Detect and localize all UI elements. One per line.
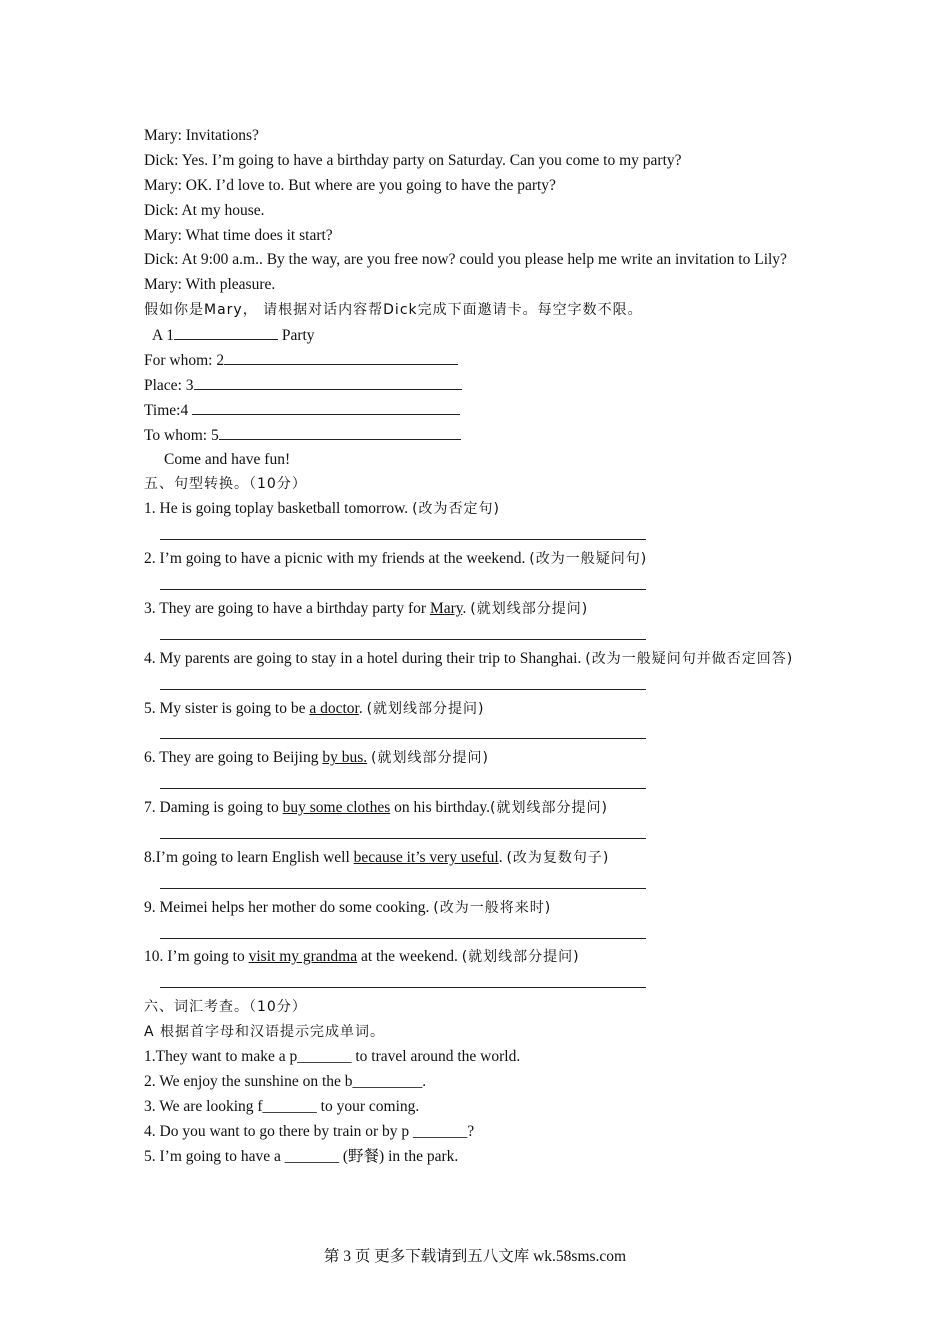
worksheet-page: [144, 124, 814, 1169]
item-underlined: buy some clothes: [282, 799, 391, 817]
answer-line[interactable]: [144, 871, 814, 896]
item-text: 9. Meimei helps her mother do some cooking.: [144, 898, 434, 916]
card-blank-5[interactable]: [219, 423, 461, 440]
item-instruction: (就划线部分提问): [461, 949, 580, 966]
exercise-item: [144, 945, 814, 970]
item-underlined: a doctor: [309, 699, 359, 717]
section6-subheading: A 根据首字母和汉语提示完成单词。: [144, 1024, 386, 1041]
card-label: To whom: 5: [144, 426, 219, 444]
answer-line[interactable]: [144, 771, 814, 796]
card-time: [144, 398, 814, 423]
item-underlined: by bus.: [322, 749, 368, 767]
item-text-after: .: [358, 699, 367, 717]
item-instruction: (就划线部分提问): [371, 750, 489, 767]
item-instruction: (就划线部分提问): [470, 600, 589, 617]
dialogue-line: Dick: Yes. I’m going to have a birthday party on Saturday. Can you come to my party?: [144, 151, 682, 169]
item-text: 5. My sister is going to be: [144, 699, 310, 717]
item-underlined: because it’s very useful: [353, 848, 499, 866]
section5-heading: 五、句型转换。（10分）: [144, 476, 307, 493]
dialogue-line: Mary: OK. I’d love to. But where are you going to have the party?: [144, 176, 556, 194]
exercise-item: [144, 547, 814, 572]
dialogue-line: Mary: Invitations?: [144, 127, 259, 144]
answer-line[interactable]: [144, 821, 814, 846]
vocab-item: 5. I’m going to have a _______ (野餐) in the park.: [144, 1147, 459, 1165]
section5-items: [144, 497, 814, 995]
item-instruction: (就划线部分提问): [366, 700, 485, 717]
answer-line[interactable]: [144, 572, 814, 597]
card-to-whom: [144, 423, 814, 448]
dialogue-line: Dick: At my house.: [144, 201, 265, 219]
card-blank-1[interactable]: [174, 323, 278, 340]
card-place: [144, 373, 814, 398]
item-text: 10. I’m going to: [144, 948, 249, 966]
item-text: 7. Daming is going to: [144, 799, 283, 817]
vocab-item: 3. We are looking f_______ to your coming.: [144, 1097, 420, 1115]
card-title-suffix: Party: [277, 327, 315, 345]
answer-line[interactable]: [144, 522, 814, 547]
invitation-instruction: 假如你是Mary， 请根据对话内容帮Dick完成下面邀请卡。每空字数不限。: [144, 302, 643, 319]
card-label: Time:4: [144, 401, 193, 419]
answer-line[interactable]: [144, 721, 814, 746]
item-text: 1. He is going toplay basketball tomorrow.: [144, 500, 413, 518]
item-instruction: (就划线部分提问): [490, 800, 608, 817]
exercise-item: [144, 697, 814, 722]
item-underlined: Mary: [429, 599, 463, 617]
item-text-after: on his birthday.: [390, 799, 491, 817]
card-label: Place: 3: [144, 376, 194, 394]
item-text: 3. They are going to have a birthday party for: [144, 599, 430, 617]
item-instruction: (改为一般疑问句并做否定回答): [585, 650, 794, 667]
exercise-item: [144, 647, 814, 672]
dialogue: [144, 124, 814, 298]
exercise-item: [144, 746, 814, 771]
answer-line[interactable]: [144, 970, 814, 995]
item-underlined: visit my grandma: [248, 948, 358, 966]
item-text-after: at the weekend.: [357, 948, 462, 966]
card-blank-3[interactable]: [194, 373, 462, 390]
section6-items: [144, 1045, 814, 1169]
card-blank-2[interactable]: [224, 348, 458, 365]
answer-line[interactable]: [144, 622, 814, 647]
exercise-item: [144, 846, 814, 871]
dialogue-line: Dick: At 9:00 a.m.. By the way, are you free now? could you please help me write an invitation to Lily?: [144, 251, 787, 269]
exercise-item: [144, 597, 814, 622]
item-text: 8.I’m going to learn English well: [144, 848, 354, 866]
answer-line[interactable]: [144, 921, 814, 946]
item-text-after: .: [498, 848, 507, 866]
exercise-item: [144, 796, 814, 821]
section6-heading: 六、词汇考查。（10分）: [144, 999, 307, 1016]
item-text: 2. I’m going to have a picnic with my friends at the weekend.: [144, 550, 530, 568]
invitation-card: [144, 323, 814, 472]
card-title-prefix: A 1: [152, 327, 174, 345]
item-instruction: (改为复数句子): [506, 849, 610, 866]
item-text-after: .: [462, 599, 471, 617]
item-instruction: (改为一般将来时): [433, 899, 552, 916]
item-instruction: (改为一般疑问句): [529, 551, 648, 568]
item-text: 6. They are going to Beijing: [144, 749, 323, 767]
card-title: [144, 323, 814, 348]
exercise-item: [144, 896, 814, 921]
dialogue-line: Mary: With pleasure.: [144, 276, 276, 294]
dialogue-line: Mary: What time does it start?: [144, 226, 333, 244]
card-blank-4[interactable]: [192, 398, 460, 415]
item-instruction: (改为否定句): [412, 501, 500, 518]
item-text: 4. My parents are going to stay in a hotel during their trip to Shanghai.: [144, 649, 586, 667]
card-label: For whom: 2: [144, 352, 225, 370]
vocab-item: 1.They want to make a p_______ to travel around the world.: [144, 1047, 521, 1065]
card-for-whom: [144, 348, 814, 373]
exercise-item: [144, 497, 814, 522]
vocab-item: 2. We enjoy the sunshine on the b_________.: [144, 1072, 427, 1090]
card-closing: Come and have fun!: [164, 450, 291, 468]
vocab-item: 4. Do you want to go there by train or by p _______?: [144, 1122, 475, 1140]
page-footer: 第 3 页 更多下载请到五八文库 wk.58sms.com: [323, 1248, 627, 1265]
answer-line[interactable]: [144, 672, 814, 697]
